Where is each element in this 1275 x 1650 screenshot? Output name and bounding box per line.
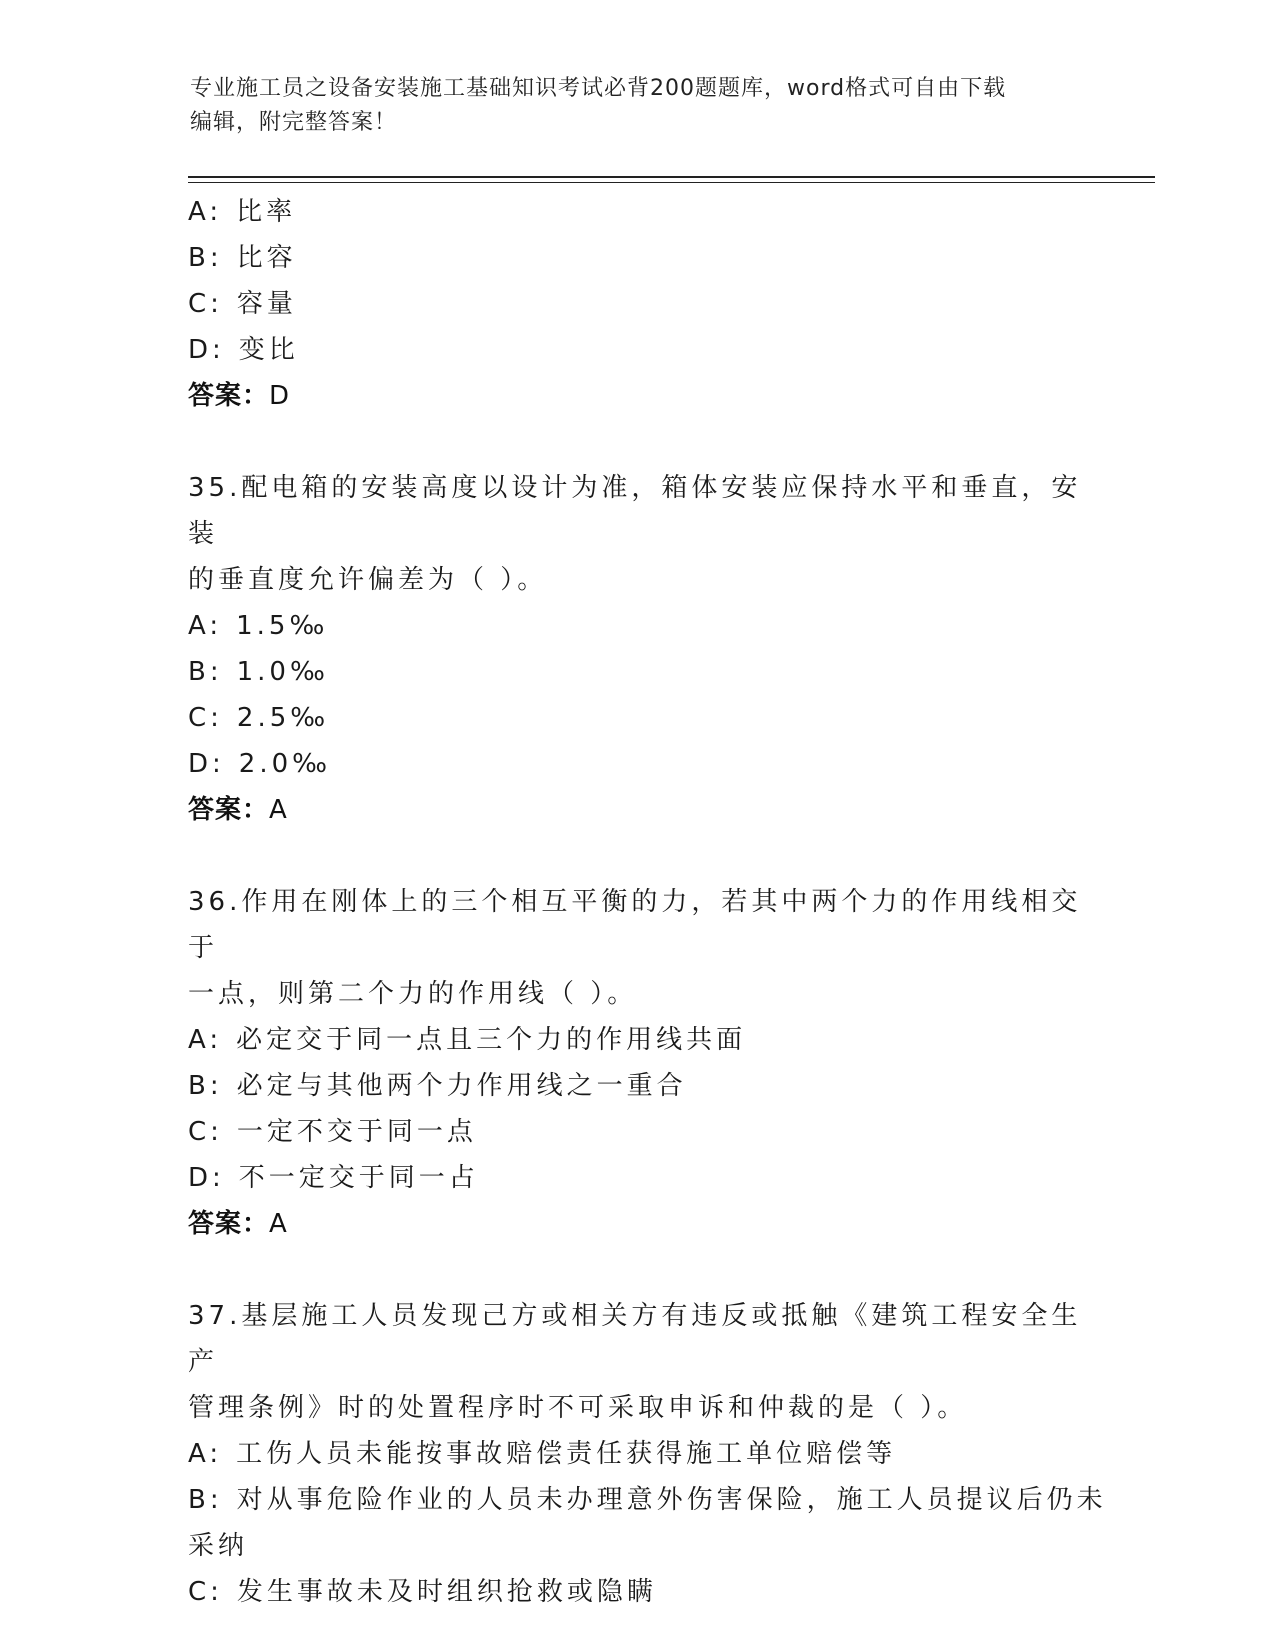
option-text: 对从事危险作业的人员未办理意外伤害保险，施工人员提议后仍未	[236, 1485, 1107, 1515]
header-line-2: 编辑，附完整答案！	[190, 110, 398, 135]
option-key: C:	[188, 703, 223, 733]
option-text: 必定与其他两个力作用线之一重合	[236, 1071, 687, 1101]
option-text: 不一定交于同一占	[238, 1163, 479, 1193]
option-d	[188, 327, 1088, 373]
answer-line	[188, 1201, 1088, 1247]
option-a	[188, 1017, 1088, 1063]
question-list	[188, 189, 1107, 1615]
header-line-1: 专业施工员之设备安装施工基础知识考试必背200题题库，word格式可自由下载	[190, 76, 1007, 101]
option-key: D:	[188, 1163, 225, 1193]
question-34	[188, 189, 1088, 419]
option-text: 工伤人员未能按事故赔偿责任获得施工单位赔偿等	[236, 1439, 897, 1469]
option-text: 2.0‰	[238, 749, 332, 779]
question-36	[188, 879, 1088, 1247]
question-text-line-1: 35.配电箱的安装高度以设计为准，箱体安装应保持水平和垂直，安装	[188, 473, 1082, 549]
option-text: 比容	[236, 243, 297, 273]
option-b	[188, 1477, 1107, 1523]
option-c	[188, 1569, 1088, 1615]
answer-label: 答案：	[188, 381, 270, 411]
option-a	[188, 189, 1088, 235]
answer-line	[188, 787, 1088, 833]
option-key: D:	[188, 335, 225, 365]
option-key: B:	[188, 1071, 223, 1101]
option-text: 1.5‰	[236, 611, 329, 641]
option-text: 容量	[236, 289, 297, 319]
option-key: C:	[188, 1577, 223, 1607]
option-text: 1.0‰	[236, 657, 329, 687]
question-text-line-1: 36.作用在刚体上的三个相互平衡的力，若其中两个力的作用线相交于	[188, 887, 1082, 963]
header-rule-thin	[188, 182, 1155, 183]
option-key: B:	[188, 243, 223, 273]
question-text-line-2: 管理条例》时的处置程序时不可采取申诉和仲裁的是（ ）。	[188, 1393, 968, 1423]
question-text	[188, 1293, 1088, 1431]
question-text	[188, 465, 1088, 603]
option-text: 2.5‰	[236, 703, 330, 733]
option-d	[188, 741, 1088, 787]
question-text-line-2: 的垂直度允许偏差为（ ）。	[188, 565, 548, 595]
option-b	[188, 649, 1088, 695]
option-c	[188, 695, 1088, 741]
option-key: C:	[188, 289, 223, 319]
option-key: A:	[188, 1439, 223, 1469]
option-d	[188, 1155, 1088, 1201]
option-b-continuation: 采纳	[188, 1531, 249, 1561]
question-text-line-2: 一点，则第二个力的作用线（ ）。	[188, 979, 638, 1009]
answer-label: 答案：	[188, 1209, 270, 1239]
answer-value: A	[269, 1209, 288, 1239]
option-b	[188, 235, 1088, 281]
option-a	[188, 603, 1088, 649]
option-text: 一定不交于同一点	[236, 1117, 477, 1147]
option-text: 变比	[238, 335, 299, 365]
option-key: A:	[188, 611, 223, 641]
answer-label: 答案：	[188, 795, 270, 825]
option-text: 发生事故未及时组织抢救或隐瞒	[236, 1577, 657, 1607]
answer-line	[188, 373, 1088, 419]
option-key: B:	[188, 1485, 223, 1515]
option-key: C:	[188, 1117, 223, 1147]
header-rule-thick	[188, 176, 1155, 178]
question-37	[188, 1293, 1107, 1615]
option-c	[188, 281, 1088, 327]
document-header	[190, 72, 1090, 140]
option-key: D:	[188, 749, 225, 779]
option-text: 比率	[236, 197, 297, 227]
option-b	[188, 1063, 1088, 1109]
answer-value: D	[269, 381, 291, 411]
option-a	[188, 1431, 1088, 1477]
question-text	[188, 879, 1088, 1017]
option-text: 必定交于同一点且三个力的作用线共面	[236, 1025, 747, 1055]
option-key: A:	[188, 197, 223, 227]
answer-value: A	[269, 795, 288, 825]
option-c	[188, 1109, 1088, 1155]
option-key: B:	[188, 657, 223, 687]
option-key: A:	[188, 1025, 223, 1055]
question-35	[188, 465, 1088, 833]
question-text-line-1: 37.基层施工人员发现己方或相关方有违反或抵触《建筑工程安全生产	[188, 1301, 1082, 1377]
